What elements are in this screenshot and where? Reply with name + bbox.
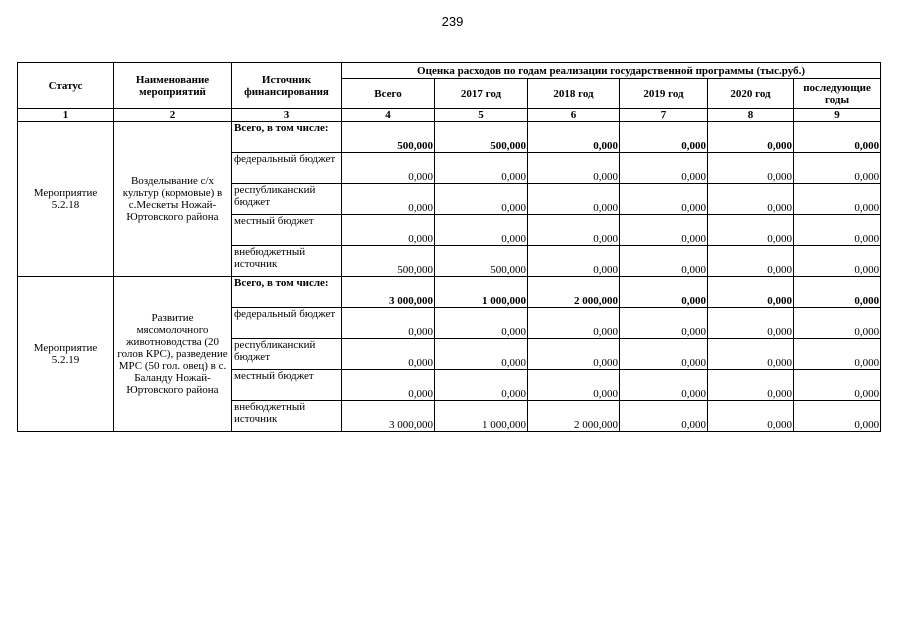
value-cell: 500,000 [342, 246, 435, 277]
value-cell: 0,000 [528, 246, 620, 277]
value-cell: 0,000 [342, 184, 435, 215]
header-status: Статус [18, 63, 114, 109]
value-cell: 0,000 [528, 215, 620, 246]
column-number: 1 [18, 109, 114, 122]
value-cell: 0,000 [342, 308, 435, 339]
value-cell: 0,000 [708, 246, 794, 277]
value-cell: 1 000,000 [435, 277, 528, 308]
header-source: Источник финансирования [232, 63, 342, 109]
column-number: 4 [342, 109, 435, 122]
value-cell: 0,000 [435, 339, 528, 370]
value-cell: 500,000 [435, 246, 528, 277]
value-cell: 0,000 [620, 184, 708, 215]
header-name: Наименование мероприятий [114, 63, 232, 109]
value-cell: 0,000 [620, 122, 708, 153]
value-cell: 0,000 [708, 184, 794, 215]
funding-source: республиканский бюджет [232, 339, 342, 370]
value-cell: 0,000 [528, 184, 620, 215]
budget-table [17, 62, 881, 432]
header-year: последующие годы [794, 79, 881, 109]
value-cell: 500,000 [342, 122, 435, 153]
value-cell: 0,000 [794, 308, 881, 339]
value-cell: 0,000 [620, 215, 708, 246]
column-number: 9 [794, 109, 881, 122]
column-number: 7 [620, 109, 708, 122]
funding-source: местный бюджет [232, 370, 342, 401]
column-number: 8 [708, 109, 794, 122]
table-row [18, 122, 881, 153]
funding-source: местный бюджет [232, 215, 342, 246]
value-cell: 2 000,000 [528, 277, 620, 308]
header-year: 2017 год [435, 79, 528, 109]
value-cell: 0,000 [708, 153, 794, 184]
value-cell: 0,000 [342, 153, 435, 184]
funding-source: республиканский бюджет [232, 184, 342, 215]
event-name: Развитие мясомолочного животноводства (20 голов КРС), разведение МРС (50 гол. овец) в с. Баланду Ножай-Юртовского района [114, 277, 232, 432]
value-cell: 0,000 [528, 122, 620, 153]
value-cell: 0,000 [708, 339, 794, 370]
value-cell: 0,000 [794, 246, 881, 277]
value-cell: 0,000 [342, 215, 435, 246]
value-cell: 0,000 [794, 277, 881, 308]
value-cell: 0,000 [708, 401, 794, 432]
funding-source: федеральный бюджет [232, 308, 342, 339]
value-cell: 0,000 [620, 370, 708, 401]
value-cell: 1 000,000 [435, 401, 528, 432]
value-cell: 0,000 [794, 339, 881, 370]
funding-source: Всего, в том числе: [232, 277, 342, 308]
value-cell: 0,000 [528, 370, 620, 401]
value-cell: 0,000 [620, 277, 708, 308]
value-cell: 0,000 [620, 153, 708, 184]
value-cell: 0,000 [708, 308, 794, 339]
column-number: 2 [114, 109, 232, 122]
value-cell: 0,000 [620, 339, 708, 370]
value-cell: 0,000 [794, 153, 881, 184]
column-number: 5 [435, 109, 528, 122]
value-cell: 0,000 [708, 277, 794, 308]
value-cell: 500,000 [435, 122, 528, 153]
value-cell: 0,000 [528, 339, 620, 370]
table-row [18, 277, 881, 308]
funding-source: внебюджетный источник [232, 401, 342, 432]
value-cell: 0,000 [528, 153, 620, 184]
value-cell: 0,000 [794, 215, 881, 246]
value-cell: 0,000 [342, 370, 435, 401]
event-status: Мероприятие 5.2.19 [18, 277, 114, 432]
header-year: 2018 год [528, 79, 620, 109]
value-cell: 0,000 [435, 153, 528, 184]
value-cell: 0,000 [435, 308, 528, 339]
value-cell: 0,000 [435, 215, 528, 246]
page-number: 239 [441, 14, 464, 29]
value-cell: 0,000 [528, 308, 620, 339]
value-cell: 0,000 [435, 370, 528, 401]
value-cell: 0,000 [708, 215, 794, 246]
header-year: 2020 год [708, 79, 794, 109]
value-cell: 0,000 [435, 184, 528, 215]
column-number: 3 [232, 109, 342, 122]
value-cell: 2 000,000 [528, 401, 620, 432]
header-year: 2019 год [620, 79, 708, 109]
value-cell: 3 000,000 [342, 401, 435, 432]
value-cell: 0,000 [794, 184, 881, 215]
event-name: Возделывание с/х культур (кормовые) в с.Мескеты Ножай-Юртовского района [114, 122, 232, 277]
value-cell: 0,000 [620, 308, 708, 339]
column-number: 6 [528, 109, 620, 122]
value-cell: 0,000 [620, 401, 708, 432]
value-cell: 0,000 [708, 122, 794, 153]
value-cell: 0,000 [342, 339, 435, 370]
event-status: Мероприятие 5.2.18 [18, 122, 114, 277]
value-cell: 0,000 [620, 246, 708, 277]
value-cell: 0,000 [794, 401, 881, 432]
funding-source: Всего, в том числе: [232, 122, 342, 153]
funding-source: федеральный бюджет [232, 153, 342, 184]
value-cell: 0,000 [794, 122, 881, 153]
header-year: Всего [342, 79, 435, 109]
value-cell: 3 000,000 [342, 277, 435, 308]
funding-source: внебюджетный источник [232, 246, 342, 277]
value-cell: 0,000 [794, 370, 881, 401]
header-estimate: Оценка расходов по годам реализации государственной программы (тыс.руб.) [342, 63, 881, 79]
value-cell: 0,000 [708, 370, 794, 401]
